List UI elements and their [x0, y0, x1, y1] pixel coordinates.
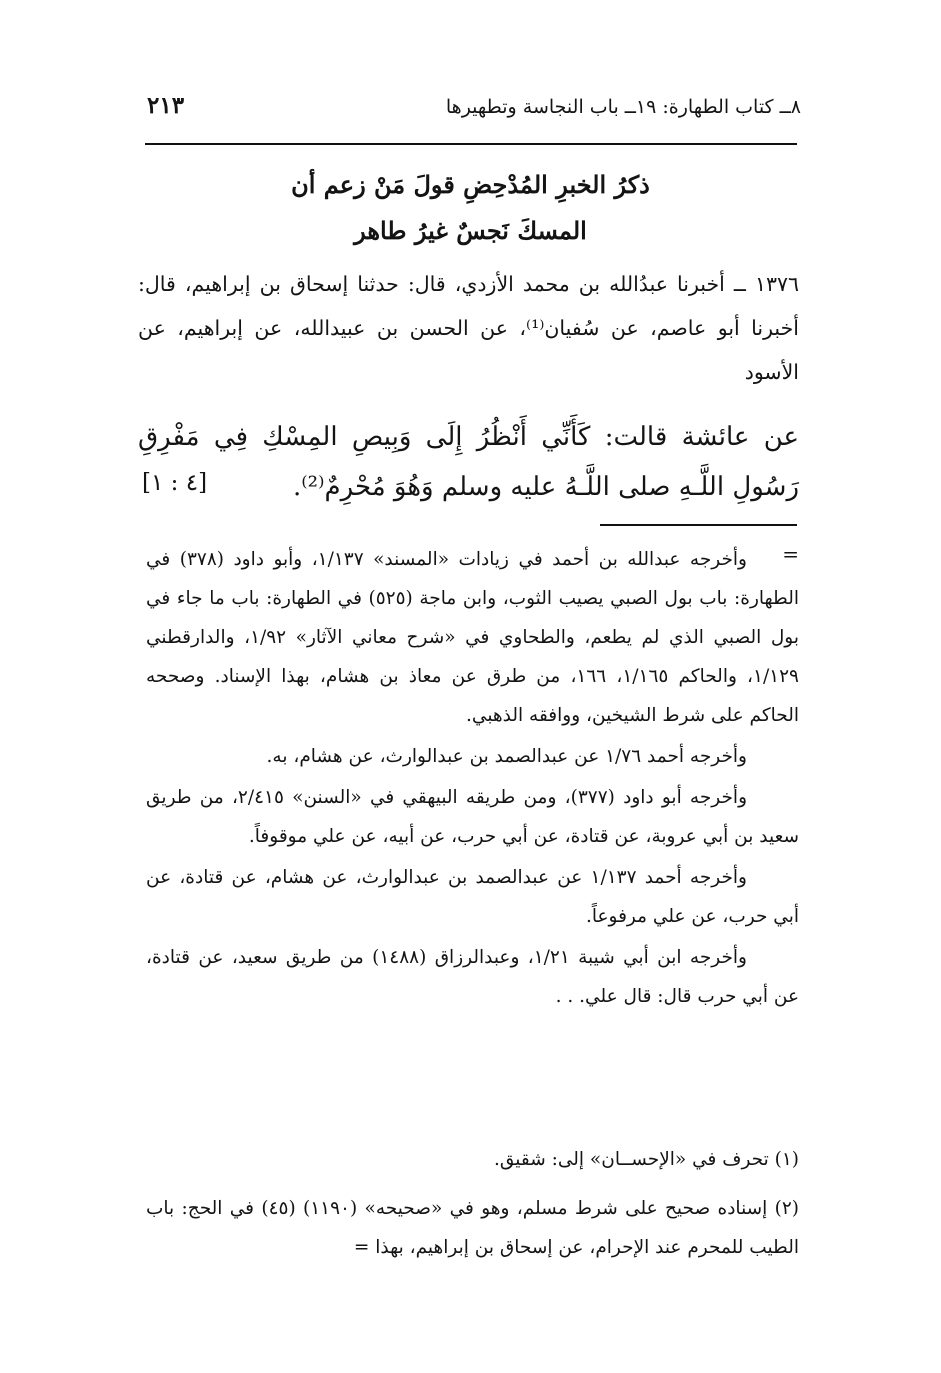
header-rule: [145, 143, 797, 145]
page-number: ٢١٣: [147, 92, 185, 119]
note-paragraph: وأخرجه أحمد ١/١٣٧ عن عبدالصمد بن عبدالوارث، عن هشام، عن قتادة، عن أبي حرب، عن علي مرفوعاً.: [146, 867, 799, 927]
note-paragraph: وأخرجه أحمد ١/٧٦ عن عبدالصمد بن عبدالوارث، عن هشام، به.: [266, 746, 747, 767]
page-header: [145, 88, 801, 128]
footnotes: [146, 1140, 799, 1277]
notes-rule: [600, 524, 797, 526]
heading-line-1: ذكرُ الخبرِ المُدْحِضِ قولَ مَنْ زعم أن: [291, 170, 650, 199]
continuation-mark: =: [782, 542, 799, 566]
hadith-isnad: ١٣٧٦ ــ أخبرنا عبدُالله بن محمد الأزدي، قال: حدثنا إسحاق بن إبراهيم، قال: أخبرنا أبو عاصم، عن سُفيان⁽¹⁾، عن الحسن بن عبيدالله، عن إبراهيم، عن الأسود: [138, 272, 799, 384]
takhrij-notes: [146, 540, 799, 1018]
note-paragraph: وأخرجه ابن أبي شيبة ١/٢١، وعبدالرزاق (١٤٨٨) من طريق سعيد، عن قتادة، عن أبي حرب قال: قال علي. . .: [146, 947, 799, 1007]
running-title: ٨ــ كتاب الطهارة: ١٩ــ باب النجاسة وتطهيرها: [445, 96, 801, 118]
note-paragraph: وأخرجه عبدالله بن أحمد في زيادات «المسند» ١/١٣٧، وأبو داود (٣٧٨) في الطهارة: باب بول الصبي يصيب الثوب، وابن ماجة (٥٢٥) في الطهارة: باب ما جاء في بول الصبي الذي لم يطعم، والطحاوي في «شرح معاني الآثار» ١/٩٢، والدارقطني ١/١٢٩، والحاكم ١/١٦٥، ١٦٦، من طرق عن معاذ بن هشام، بهذا الإسناد. وصححه الحاكم على شرط الشيخين، ووافقه الذهبي.: [146, 549, 800, 726]
heading-line-2: المسكَ نَجسٌ غيرُ طاهر: [354, 216, 587, 245]
hadith-matn: [138, 412, 799, 512]
footnote-2: (٢) إسناده صحيح على شرط مسلم، وهو في «صحيحه» (١١٩٠) (٤٥) في الحج: باب الطيب للمحرم عند الإحرام، عن إسحاق بن إبراهيم، بهذا =: [146, 1198, 799, 1258]
chapter-heading: [150, 162, 791, 254]
hadith-reference: [٤ : ١]: [142, 470, 208, 496]
note-paragraph: وأخرجه أبو داود (٣٧٧)، ومن طريقه البيهقي في «السنن» ٢/٤١٥، من طريق سعيد بن أبي عروبة، عن قتادة، عن أبي حرب، عن أبيه، عن علي موقوفاً.: [146, 787, 799, 847]
hadith-text: عن عائشة قالت: كَأَنِّي أَنْظُرُ إِلَى وَبِيصِ المِسْكِ فِي مَفْرِقِ رَسُولِ اللَّـهِ صلى اللَّـهُ عليه وسلم وَهُوَ مُحْرِمٌ⁽²⁾.: [138, 422, 799, 502]
footnote-1: (١) تحرف في «الإحســان» إلى: شقيق.: [493, 1149, 799, 1170]
